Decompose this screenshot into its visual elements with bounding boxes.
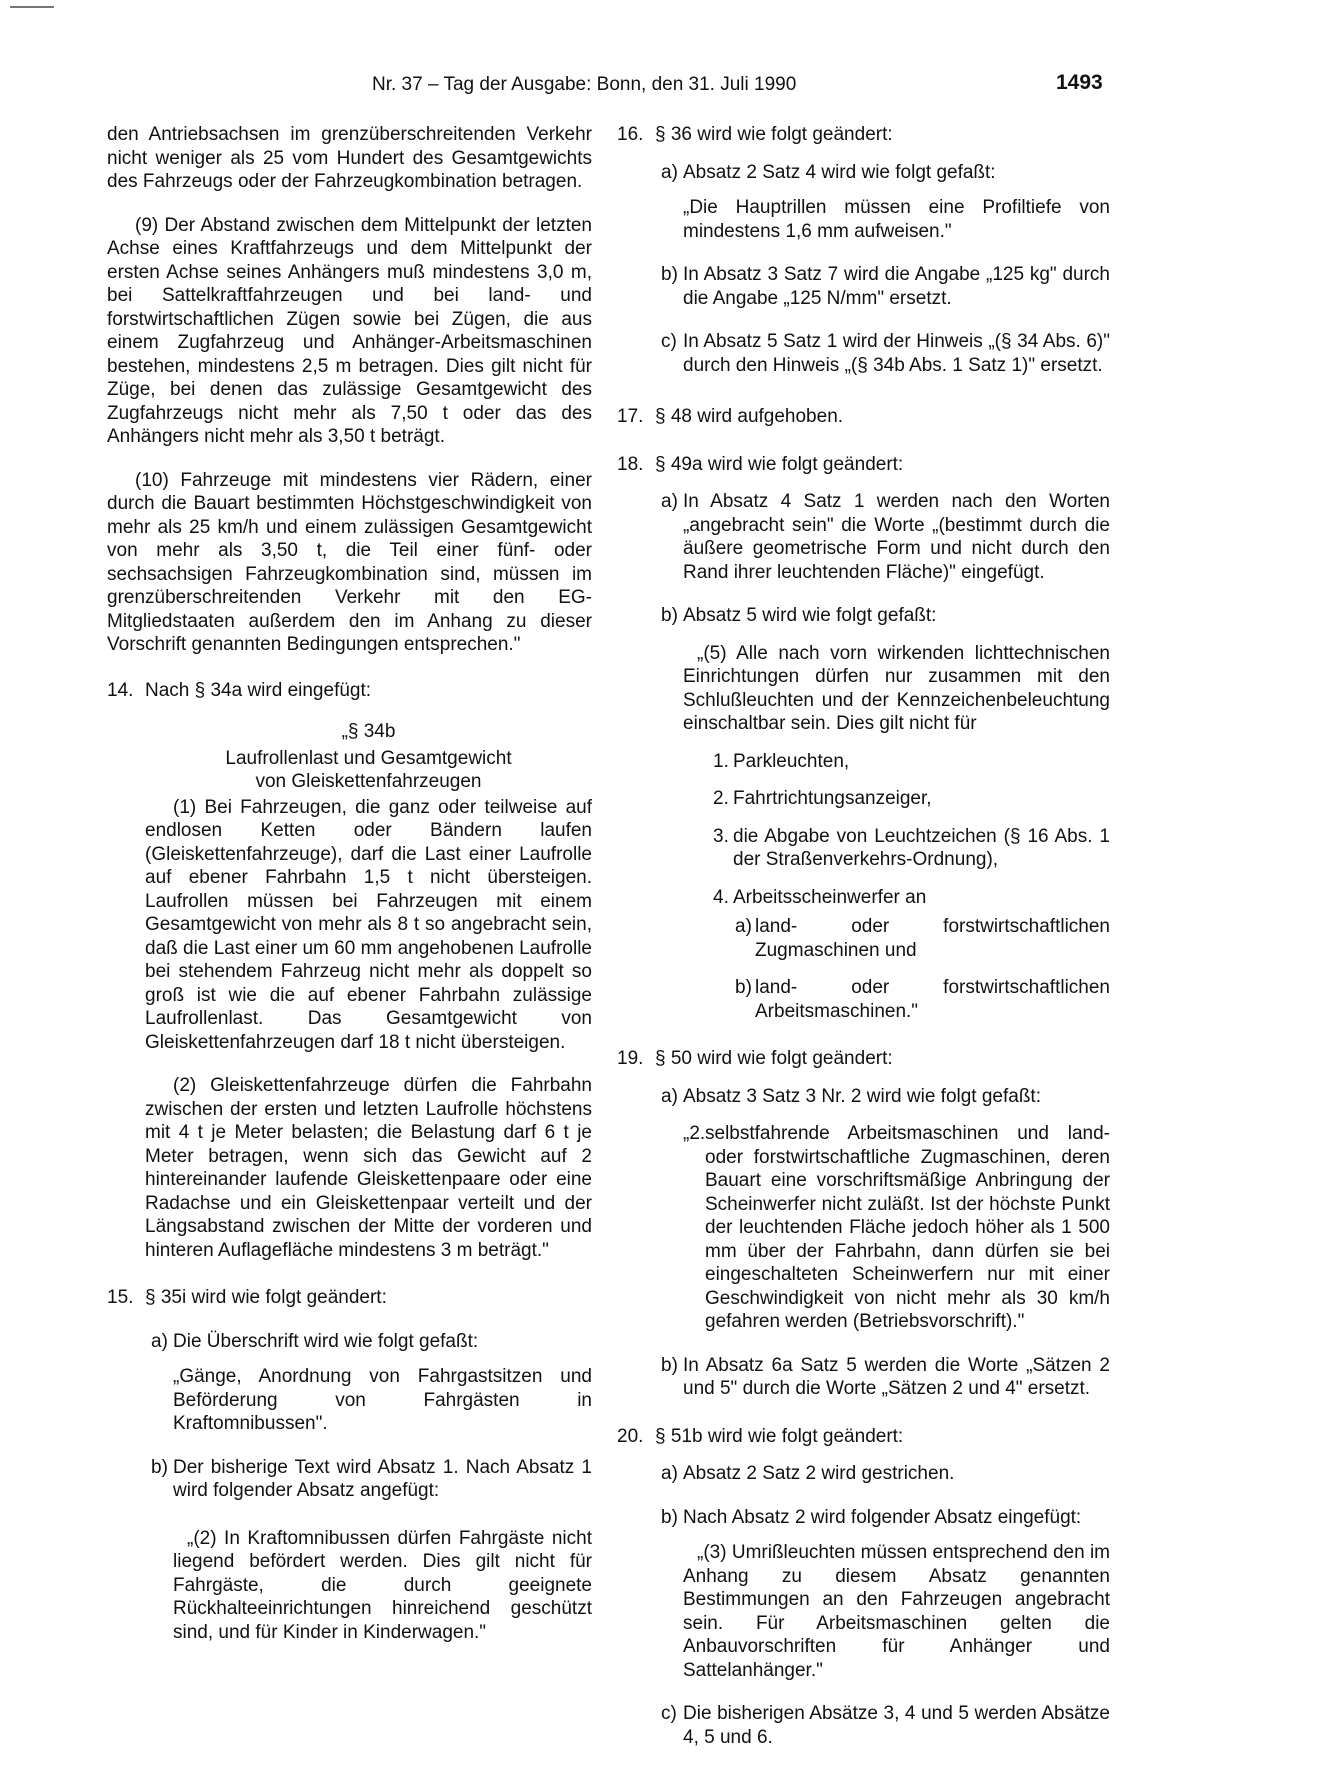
sub-text: In Absatz 6a Satz 5 werden die Worte „Sätzen 2 und 5" durch die Worte „Sätzen 2 und 4" ersetzt. bbox=[683, 1354, 1110, 1399]
sub-text: In Absatz 4 Satz 1 werden nach den Worten „angebracht sein" die Worte „(bestimmt durch die äußere geometrische Form und nicht durch den Rand ihrer leuchtenden Fläche)" eingefügt. bbox=[683, 491, 1110, 583]
sub-text: Die Überschrift wird wie folgt gefaßt: bbox=[173, 1330, 479, 1352]
section-number: „§ 34b bbox=[341, 721, 396, 742]
amendment-item-14 bbox=[107, 679, 592, 703]
right-column bbox=[617, 123, 1110, 1749]
list-label: 1. bbox=[713, 750, 729, 772]
sub-label: b) bbox=[661, 1354, 678, 1376]
quote-label: „2. bbox=[683, 1123, 706, 1144]
sub-text: Absatz 3 Satz 3 Nr. 2 wird wie folgt gefaßt: bbox=[683, 1085, 1041, 1107]
quoted-paragraph: „(5) Alle nach vorn wirkenden lichttechnischen Einrichtungen dürfen nur zusammen mit den Schlußleuchten und der Kennzeichenbeleuchtung einschaltbar sein. Dies gilt nicht für bbox=[683, 642, 1110, 734]
list-label: 4. bbox=[713, 886, 729, 908]
list-text: die Abgabe von Leuchtzeichen (§ 16 Abs. 1 der Straßenverkehrs-Ordnung), bbox=[733, 825, 1110, 870]
exception-item-2 bbox=[617, 787, 1110, 811]
section-title-line-2: von Gleiskettenfahrzeugen bbox=[255, 771, 482, 792]
left-column bbox=[107, 123, 592, 1644]
list-text: land- oder forstwirtschaftlichen Zugmaschinen und bbox=[755, 916, 1110, 961]
item-text: § 49a wird wie folgt geändert: bbox=[655, 453, 904, 475]
scan-corner-mark bbox=[10, 6, 54, 8]
sub-label: a) bbox=[661, 491, 678, 512]
item-text: § 48 wird aufgehoben. bbox=[655, 406, 844, 427]
sub-label: a) bbox=[151, 1330, 168, 1352]
amendment-item-18 bbox=[617, 453, 1110, 477]
sub-label: b) bbox=[661, 605, 678, 626]
amendment-item-17 bbox=[617, 405, 1110, 429]
item-number: 19. bbox=[617, 1048, 644, 1069]
list-label: 2. bbox=[713, 788, 729, 809]
sub-text: Die bisherigen Absätze 3, 4 und 5 werden Absätze 4, 5 und 6. bbox=[683, 1703, 1110, 1748]
item-18-sub-a bbox=[617, 490, 1110, 584]
item-18-sub-b bbox=[617, 604, 1110, 628]
sub-text: Der bisherige Text wird Absatz 1. Nach Absatz 1 wird folgender Absatz angefügt: bbox=[173, 1456, 592, 1501]
item-15-sub-a bbox=[107, 1330, 592, 1436]
item-16-sub-c bbox=[617, 330, 1110, 377]
item-19-sub-b bbox=[617, 1354, 1110, 1401]
sub-text: In Absatz 5 Satz 1 wird der Hinweis „(§ 34 Abs. 6)" durch den Hinweis „(§ 34b Abs. 1 Satz 1)" ersetzt. bbox=[683, 331, 1110, 376]
continued-paragraph: den Antriebsachsen im grenzüberschreitenden Verkehr nicht weniger als 25 vom Hundert des Gesamtgewichts des Fahrzeugs oder der Fahrzeugkombination betragen. bbox=[107, 124, 592, 192]
item-16-sub-a bbox=[617, 161, 1110, 244]
list-label: b) bbox=[735, 977, 752, 998]
quoted-paragraph: „(3) Umrißleuchten müssen entsprechend den im Anhang zu diesem Absatz genannten Bestimmungen an den Fahrzeugen angebracht sein. Für Arbeitsmaschinen gelten die Anbauvorschriften für Anhänger und Sattelanhänger." bbox=[683, 1542, 1110, 1681]
exception-item-1 bbox=[617, 750, 1110, 774]
quoted-text: „Gänge, Anordnung von Fahrgastsitzen und Beförderung von Fahrgästen in Kraftomnibussen". bbox=[173, 1366, 592, 1434]
amendment-item-20 bbox=[617, 1425, 1110, 1449]
sub-text: Nach Absatz 2 wird folgender Absatz eingefügt: bbox=[683, 1506, 1082, 1528]
exception-item-3 bbox=[617, 825, 1110, 872]
sub-label: b) bbox=[661, 264, 678, 285]
item-number: 16. bbox=[617, 124, 644, 145]
sub-text: Absatz 5 wird wie folgt gefaßt: bbox=[683, 605, 937, 626]
item-number: 15. bbox=[107, 1287, 134, 1308]
item-20-sub-b bbox=[617, 1506, 1110, 1530]
quoted-text: „Die Hauptrillen müssen eine Profiltiefe von mindestens 1,6 mm aufweisen." bbox=[683, 197, 1110, 242]
quoted-numbered-paragraph bbox=[617, 1122, 1110, 1334]
list-text: land- oder forstwirtschaftlichen Arbeitsmaschinen." bbox=[755, 977, 1110, 1022]
exception-item-4b bbox=[617, 976, 1110, 1023]
list-label: a) bbox=[735, 916, 752, 937]
sub-text: In Absatz 3 Satz 7 wird die Angabe „125 kg" durch die Angabe „125 N/mm" ersetzt. bbox=[683, 264, 1110, 309]
item-text: § 51b wird wie folgt geändert: bbox=[655, 1425, 904, 1447]
item-text: § 35i wird wie folgt geändert: bbox=[145, 1287, 387, 1308]
sub-label: a) bbox=[661, 161, 678, 183]
quoted-paragraph: „(2) In Kraftomnibussen dürfen Fahrgäste nicht liegend befördert werden. Dies gilt nicht für Fahrgäste, die durch geeignete Rückhalteeinrichtungen hinreichend geschützt sind, und für Kinder in Kinderwagen." bbox=[173, 1527, 592, 1643]
item-16-sub-b bbox=[617, 263, 1110, 310]
sub-label: b) bbox=[661, 1506, 678, 1528]
amendment-item-16 bbox=[617, 123, 1110, 147]
section-34b-heading bbox=[107, 720, 592, 794]
list-text: Parkleuchten, bbox=[733, 750, 850, 772]
sub-label: b) bbox=[151, 1456, 168, 1478]
exception-item-4 bbox=[617, 886, 1110, 910]
item-text: § 36 wird wie folgt geändert: bbox=[655, 124, 893, 145]
list-text: Fahrtrichtungsanzeiger, bbox=[733, 788, 932, 809]
section-title-line-1: Laufrollenlast und Gesamtgewicht bbox=[225, 747, 512, 769]
sub-label: c) bbox=[661, 331, 677, 352]
section-34b-para-2: (2) Gleiskettenfahrzeuge dürfen die Fahrbahn zwischen der ersten und letzten Laufrolle höchstens mit 4 t je Meter belasten; die Belastung darf 6 t je Meter betragen, wenn sich das Gewicht auf 2 hintereinander laufende Gleiskettenpaare oder eine Radachse und ein Gleiskettenpaar verteilt und der Längsabstand zwischen der Mitte der vorderen und hinteren Auflagefläche mindestens 3 m beträgt." bbox=[145, 1075, 592, 1261]
amendment-item-15 bbox=[107, 1286, 592, 1310]
list-label: 3. bbox=[713, 825, 729, 847]
item-number: 17. bbox=[617, 406, 644, 427]
item-text: § 50 wird wie folgt geändert: bbox=[655, 1048, 893, 1069]
item-number: 18. bbox=[617, 453, 644, 475]
page-header bbox=[0, 73, 1327, 99]
amendment-item-19 bbox=[617, 1047, 1110, 1071]
item-number: 20. bbox=[617, 1425, 644, 1447]
sub-label: a) bbox=[661, 1463, 678, 1484]
sub-label: c) bbox=[661, 1703, 677, 1724]
list-text: Arbeitsscheinwerfer an bbox=[733, 886, 927, 908]
section-34b-para-1: (1) Bei Fahrzeugen, die ganz oder teilweise auf endlosen Ketten oder Bändern laufen (Gleiskettenfahrzeuge), darf die Last einer Laufrolle auf ebener Fahrbahn 1,5 t nicht übersteigen. Laufrollen müssen bei Fahrzeugen mit einem Gesamtgewicht von mehr als 8 t so angebracht sein, daß die Last einer um 60 mm angehobenen Laufrolle bei stehendem Fahrzeug nicht mehr als doppelt so groß ist wie die auf ebener Fahrbahn zulässige Laufrollenlast. Das Gesamtgewicht von Gleiskettenfahrzeugen darf 18 t nicht übersteigen. bbox=[145, 796, 592, 1053]
sub-text: Absatz 2 Satz 4 wird wie folgt gefaßt: bbox=[683, 161, 996, 183]
item-number: 14. bbox=[107, 679, 134, 701]
item-text: Nach § 34a wird eingefügt: bbox=[145, 679, 372, 701]
sub-label: a) bbox=[661, 1085, 678, 1107]
running-title: Nr. 37 – Tag der Ausgabe: Bonn, den 31. Juli 1990 bbox=[372, 74, 797, 95]
paragraph-10: (10) Fahrzeuge mit mindestens vier Rädern, einer durch die Bauart bestimmten Höchstgeschwindigkeit von mehr als 25 km/h und einem zulässigen Gesamtgewicht von mehr als 3,50 t, die Teil einer fünf- oder sechsachsigen Fahrzeugkombination sind, müssen im grenzüberschreitenden Verkehr mit den EG-Mitgliedstaaten außerdem den im Anhang zu dieser Vorschrift genannten Bedingungen entsprechen." bbox=[107, 469, 592, 655]
item-15-sub-b bbox=[107, 1456, 592, 1503]
paragraph-9: (9) Der Abstand zwischen dem Mittelpunkt der letzten Achse eines Kraftfahrzeugs und dem Mittelpunkt der ersten Achse seines Anhängers muß mindestens 3,0 m, bei Sattelkraftfahrzeugen und bei land- und forstwirtschaftlichen Zügen sowie bei Zügen, die aus einem Zugfahrzeug und Anhänger-Arbeitsmaschinen bestehen, mindestens 2,5 m betragen. Dies gilt nicht für Züge, bei denen das zulässige Gesamtgewicht des Zugfahrzeugs nicht mehr als 7,50 t oder das des Anhängers nicht mehr als 3,50 t beträgt. bbox=[107, 214, 592, 447]
exception-item-4a bbox=[617, 915, 1110, 962]
item-20-sub-a bbox=[617, 1462, 1110, 1486]
item-20-sub-c bbox=[617, 1702, 1110, 1749]
sub-text: Absatz 2 Satz 2 wird gestrichen. bbox=[683, 1463, 955, 1484]
item-19-sub-a bbox=[617, 1085, 1110, 1109]
page-number: 1493 bbox=[1056, 71, 1103, 94]
quote-text: selbstfahrende Arbeitsmaschinen und land- oder forstwirtschaftliche Zugmaschinen, deren Bauart eine vorschriftsmäßige Anbringung der Scheinwerfer nicht zuläßt. Ist der höchste Punkt der leuchtenden Fläche jedoch höher als 1 500 mm über der Fahrbahn, dann dürfen sie bei eingeschalteten Scheinwerfern nur mit einer Geschwindigkeit von nicht mehr als 30 km/h gefahren werden (Betriebsvorschrift)." bbox=[705, 1123, 1110, 1332]
